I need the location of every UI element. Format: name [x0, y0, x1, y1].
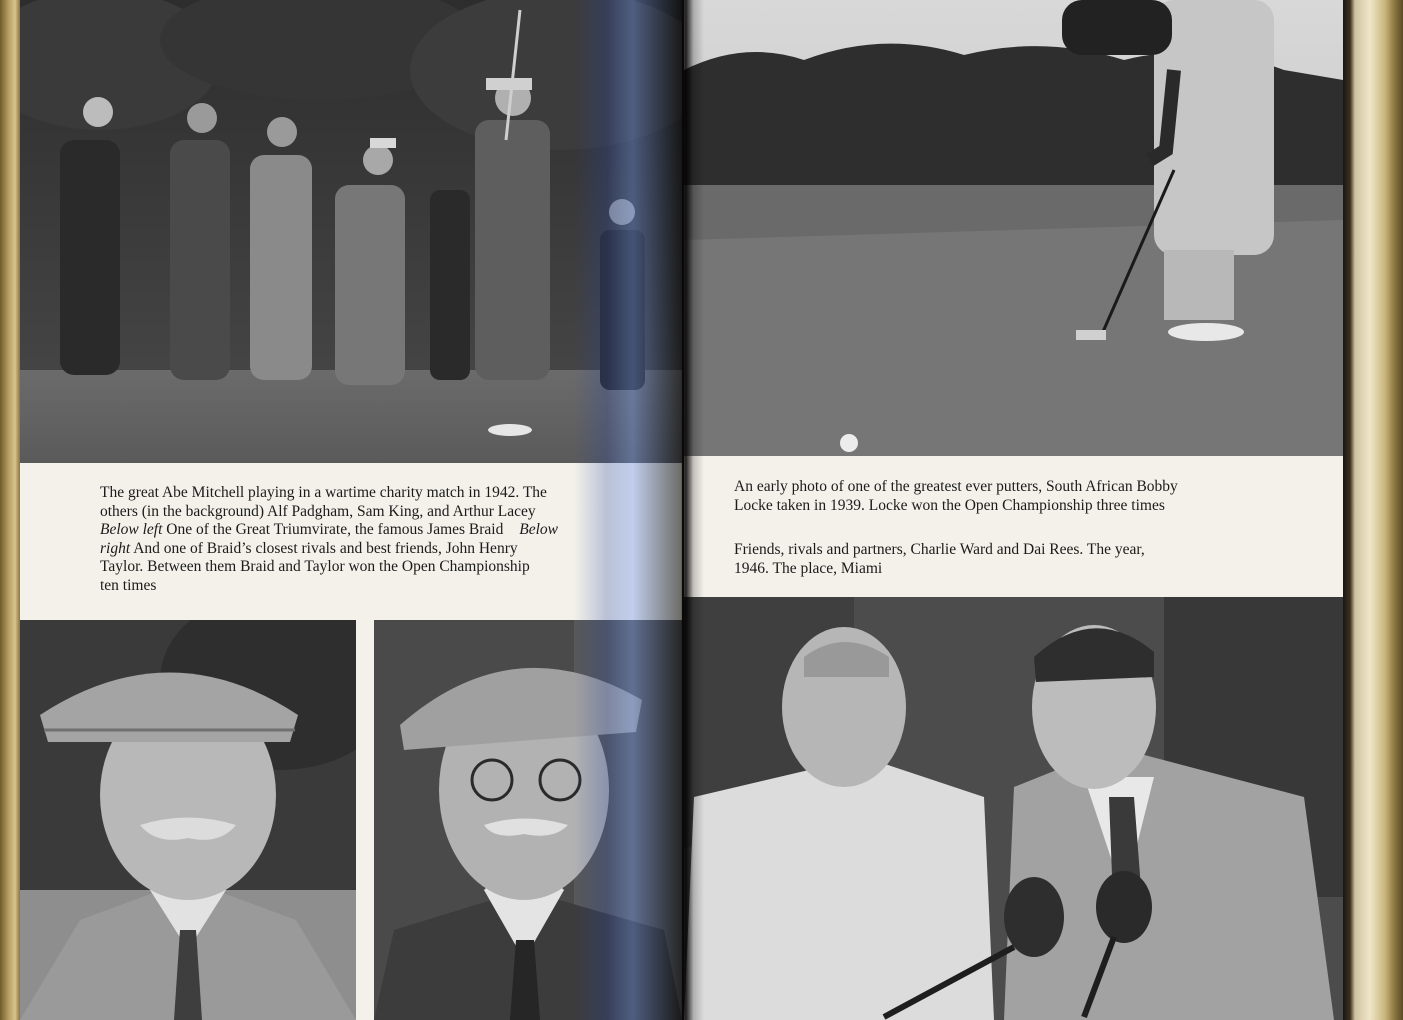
caption-bobby-locke — [734, 478, 1324, 515]
book-page-edges-right — [1343, 0, 1403, 1020]
caption-line: Taylor. Between them Braid and Taylor won the Open Championship — [100, 558, 530, 576]
caption-line: The great Abe Mitchell playing in a wartime charity match in 1942. The — [100, 484, 547, 501]
book-page-edges-left — [0, 0, 20, 1020]
caption-line: 1946. The place, Miami — [734, 559, 883, 577]
caption-line: Friends, rivals and partners, Charlie Ward and Dai Rees. The year, — [734, 541, 1145, 558]
photo-james-braid — [20, 620, 356, 1020]
caption-direction-label: right — [100, 539, 131, 557]
photo-charlie-ward-dai-rees — [684, 597, 1343, 1020]
caption-line: others (in the background) Alf Padgham, Sam King, and Arthur Lacey — [100, 502, 536, 520]
caption-line: Locke taken in 1939. Locke won the Open Championship three times — [734, 496, 1165, 514]
photo-john-henry-taylor — [374, 620, 682, 1020]
caption-text: And one of Braid’s closest rivals and best friends, John Henry — [133, 539, 518, 557]
caption-line: An early photo of one of the greatest ever putters, South African Bobby — [734, 478, 1178, 495]
photo-abe-mitchell-charity-match — [20, 0, 682, 463]
caption-abe-mitchell — [100, 484, 660, 596]
left-page — [20, 0, 682, 1020]
caption-direction-label: Below — [519, 521, 558, 539]
caption-text: One of the Great Triumvirate, the famous James Braid — [166, 521, 504, 539]
caption-line — [100, 540, 660, 559]
caption-line — [100, 521, 660, 540]
photo-bobby-locke-putting — [684, 0, 1343, 456]
caption-direction-label: Below left — [100, 521, 163, 539]
right-page — [684, 0, 1343, 1020]
caption-line: ten times — [100, 576, 157, 594]
caption-ward-rees — [734, 541, 1324, 578]
